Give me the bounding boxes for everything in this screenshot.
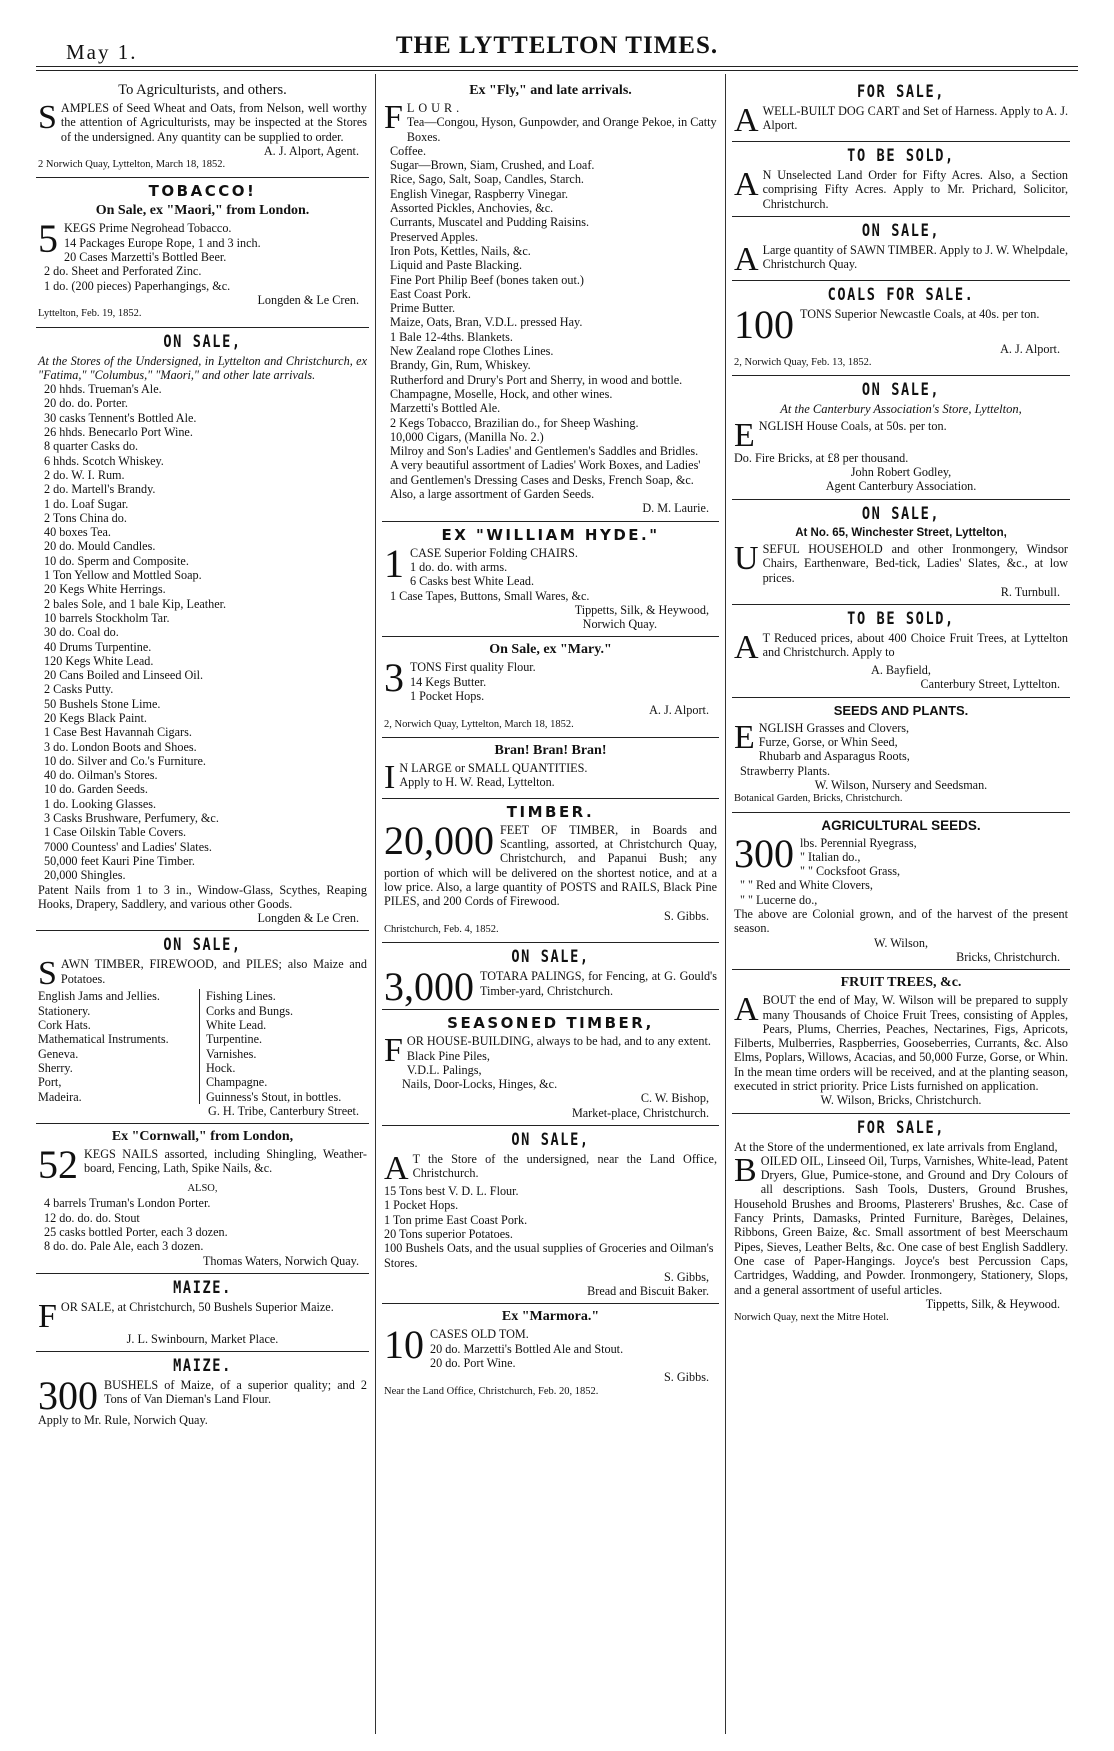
ad-fly — [382, 78, 719, 522]
ad-title: To Agriculturists, and others. — [118, 82, 287, 98]
ad-cornwall — [36, 1124, 369, 1274]
item-line: Fine Port Philip Beef (bones taken out.) — [390, 272, 584, 287]
issue-date: May 1. — [66, 40, 138, 64]
ad-signature: D. M. Laurie. — [642, 501, 709, 516]
item-line: 20,000 Shingles. — [44, 868, 126, 883]
item-line: Turpentine. — [206, 1032, 263, 1047]
ad-signature-address: Bread and Biscuit Baker. — [587, 1284, 709, 1299]
item-line: 3 Casks Brushware, Perfumery, &c. — [44, 811, 219, 826]
ad-body: T the Store of the undersigned, near the Land Office, Christchurch. — [412, 1152, 717, 1181]
ad-first-line: CASE Superior Folding CHAIRS. — [410, 545, 578, 560]
ad-title: ON SALE, — [511, 1130, 590, 1151]
item-line: 6 hhds. Scotch Whiskey. — [44, 453, 164, 468]
ad-oils-brushes — [732, 1114, 1070, 1331]
drop-cap: I — [384, 758, 396, 796]
ad-first-line: KEGS Prime Negrohead Tobacco. — [64, 221, 232, 236]
item-line: Marzetti's Bottled Ale. — [390, 401, 501, 416]
drop-number: 3 — [384, 655, 404, 701]
ad-body: TONS Superior Newcastle Coals, at 40s. per ton. — [800, 306, 1040, 321]
drop-cap: A — [734, 240, 759, 278]
ad-signature: Thomas Waters, Norwich Quay. — [202, 1253, 359, 1268]
item-line: Also, a large assortment of Garden Seeds. — [390, 487, 595, 502]
item-line: 25 casks bottled Porter, each 3 dozen. — [44, 1225, 228, 1239]
drop-cap: S — [38, 955, 57, 993]
drop-cap: A — [734, 991, 759, 1029]
item-line: V.D.L. Palings, — [406, 1062, 482, 1077]
item-line: 2 Kegs Tobacco, Brazilian do., for Sheep Washing. — [390, 415, 639, 430]
ad-signature: J. L. Swinbourn, Market Place. — [126, 1331, 279, 1346]
ad-intro: At the Store of the undermentioned, ex late arrivals from England, — [734, 1139, 1058, 1154]
ad-william-hyde — [382, 522, 719, 638]
item-list — [384, 115, 717, 501]
ad-body: The above are Colonial grown, and of the harvest of the present season. — [734, 907, 1068, 936]
drop-number: 300 — [734, 830, 794, 876]
also-label: ALSO, — [187, 1183, 218, 1195]
item-line: 1 Ton Yellow and Mottled Soap. — [44, 568, 202, 583]
ad-fruit-trees-wilson — [732, 970, 1070, 1113]
item-line: Champagne, Moselle, Hock, and other wines. — [390, 386, 613, 401]
item-line: 1 Case Oilskin Table Covers. — [44, 825, 187, 840]
ad-signature-address: Norwich Quay. — [582, 617, 657, 632]
item-line: 40 boxes Tea. — [44, 525, 111, 540]
item-line: 6 Casks best White Lead. — [410, 574, 534, 589]
ad-agriculturists — [36, 78, 369, 178]
item-line: 1 Case Best Havannah Cigars. — [44, 725, 192, 740]
two-column-list — [38, 989, 367, 1103]
column-1 — [36, 78, 369, 1432]
item-line: Rhubarb and Asparagus Roots, — [758, 749, 910, 764]
drop-number: 3,000 — [384, 964, 474, 1010]
ad-title: TOBACCO! — [148, 182, 257, 201]
ad-body: BUSHELS of Maize, of a superior quality; and 2 Tons of Van Dieman's Land Flour. — [104, 1378, 367, 1407]
ad-body: SEFUL HOUSEHOLD and other Ironmongery, Windsor Chairs, Earthenware, Bed-tick, Ladies' Slates, &c., at low prices. — [762, 541, 1068, 585]
ad-body: Large quantity of SAWN TIMBER. Apply to J. W. Whelpdale, Christchurch Quay. — [762, 242, 1068, 272]
ad-bran — [382, 738, 719, 799]
item-line: 26 hhds. Benecarlo Port Wine. — [44, 425, 193, 440]
item-line: Fishing Lines. — [206, 989, 276, 1004]
ad-body: BOUT the end of May, W. Wilson will be prepared to supply many Thousands of Choice Fruit Trees, consisting of Apples, Pears, Plums, Cherries, Peaches, Nectarines, Figs, Apricots, Filberts, Mulberries, Raspberries, Gooseberries, Currants, &c. Also Elms, Poplars, Willows, Acacias, and 50,000 Furze, Gorse, or Whin. In the mean time orders will be received, and at the planting season, executed in strict priority. Price Lists furnished on application. — [734, 993, 1068, 1093]
ad-coals — [732, 281, 1070, 377]
drop-number: 300 — [38, 1373, 98, 1419]
column-divider-1 — [375, 74, 376, 1734]
masthead — [40, 12, 1074, 64]
ad-signature: Longden & Le Cren. — [257, 292, 359, 307]
item-line: " " Cocksfoot Grass, — [800, 864, 900, 879]
item-line: 50 Bushels Stone Lime. — [44, 696, 161, 711]
item-line: 2 do. Martell's Brandy. — [44, 482, 156, 497]
ad-title: FOR SALE, — [856, 82, 946, 102]
ad-agricultural-seeds — [732, 813, 1070, 971]
drop-cap: E — [734, 416, 755, 454]
item-line: Coffee. — [390, 143, 426, 158]
item-line: 3 do. London Boots and Shoes. — [44, 739, 197, 754]
column-2 — [382, 78, 719, 1404]
item-line: Hock. — [206, 1060, 236, 1075]
item-line: Iron Pots, Kettles, Nails, &c. — [390, 243, 531, 258]
ad-date: Christchurch, Feb. 4, 1852. — [384, 923, 499, 935]
item-line: Port, — [38, 1075, 62, 1090]
masthead-rule-2 — [36, 70, 1078, 71]
item-list — [38, 382, 367, 882]
ad-signature-address: Market-place, Christchurch. — [571, 1105, 709, 1120]
ad-body: AMPLES of Seed Wheat and Oats, from Nelson, well worthy the attention of Agriculturists, may be inspected at the Stores of the undersigned. Any quantity can be supplied to order. — [60, 101, 367, 144]
ad-title: TIMBER. — [506, 802, 595, 821]
ad-signature-address: Bricks, Christchurch. — [956, 949, 1060, 964]
item-line: 20 do. do. Porter. — [44, 396, 128, 411]
ad-signature: C. W. Bishop, — [640, 1091, 709, 1106]
column-divider-2 — [725, 74, 726, 1734]
ad-mary — [382, 637, 719, 737]
ad-title: ON SALE, — [861, 380, 941, 401]
list-left — [38, 989, 199, 1103]
ad-useful-household — [732, 500, 1070, 605]
ad-title: TO BE SOLD, — [847, 609, 955, 630]
ad-signature-title: Agent Canterbury Association. — [825, 479, 977, 494]
item-line: 2 do. W. I. Rum. — [44, 467, 125, 482]
drop-number: 100 — [734, 301, 794, 347]
ad-dog-cart — [732, 78, 1070, 142]
ad-signature: S. Gibbs. — [663, 908, 709, 923]
ad-seasoned-timber — [382, 1010, 719, 1126]
newspaper-title: THE LYTTELTON TIMES. — [395, 32, 719, 59]
item-line: 2 Tons China do. — [44, 510, 127, 525]
ad-signature: S. Gibbs, — [663, 1269, 709, 1284]
drop-cap: E — [734, 718, 755, 756]
ad-title: ON SALE, — [163, 935, 242, 956]
ad-on-sale-stores — [36, 328, 369, 932]
item-line: 1 Ton prime East Coast Pork. — [384, 1212, 528, 1227]
ad-body: OILED OIL, Linseed Oil, Turps, Varnishes, White-lead, Patent Dryers, Glue, Pumice-stone, and Ground and Dry Colours of all descriptions. Sash Tools, Dusters, Ground Brushes, Household Brushes and Brooms, Plasterers' Brushes, &c. Case of Fancy Prints, Damasks, Printed Furniture, Barèges, Delaines, Ribbons, Green Baize, &c. Small assortment of best Meerschaum Pipes, Sieves, Leather Belts, &c. One case of best English Saddlery. One case of Paper-Hangings. Joyce's best Percussion Caps, Cartridges, Wadding, and Powder. Ironmongery, Stationery, Slops, and a general assortment of useful articles. — [734, 1153, 1068, 1297]
item-line: 1 do. (200 pieces) Paperhangings, &c. — [44, 278, 231, 293]
ad-title: FRUIT TREES, &c. — [840, 975, 962, 991]
item-line: 20 do. Port Wine. — [430, 1356, 516, 1370]
ad-first-line: TONS First quality Flour. — [410, 660, 536, 675]
ad-signature: Longden & Le Cren. — [257, 911, 359, 926]
item-line: 4 barrels Truman's London Porter. — [44, 1196, 211, 1211]
item-line: 14 Packages Europe Rope, 1 and 3 inch. — [64, 235, 261, 250]
column-3 — [732, 78, 1070, 1330]
ad-first-line: NGLISH Grasses and Clovers, — [758, 720, 910, 735]
drop-number: 1 — [384, 540, 404, 586]
ad-title: COALS FOR SALE. — [827, 284, 975, 305]
item-line: 10 do. Sperm and Composite. — [44, 553, 189, 568]
item-line: Varnishes. — [206, 1046, 257, 1061]
item-line: 1 Case Tapes, Buttons, Small Wares, &c. — [390, 588, 590, 603]
item-line: 30 do. Coal do. — [44, 625, 119, 640]
item-line: 1 Pocket Hops. — [410, 688, 485, 703]
ad-signature: W. Wilson, Bricks, Christchurch. — [820, 1093, 982, 1108]
item-line: New Zealand rope Clothes Lines. — [390, 344, 554, 359]
item-line: Currants, Muscatel and Pudding Raisins. — [390, 215, 590, 230]
ad-body: FEET OF TIMBER, in Boards and Scantling, assorted, at Christchurch Quay, Christchurch, and Papanui Bush; any portion of which will be delivered on the shortest notice, and at a low price. Also, a large quantity of POSTS and RAILS, Black Pine PILES, and 200 Cords of Firewood. — [384, 822, 717, 909]
item-line: 1 do. Looking Glasses. — [44, 796, 157, 811]
ad-signature: A. J. Alport. — [1000, 341, 1060, 356]
item-line: 40 do. Oilman's Stores. — [44, 768, 158, 783]
ad-on-sale-land-office — [382, 1126, 719, 1304]
item-line: Champagne. — [206, 1075, 268, 1090]
item-line: 20 Tons superior Potatoes. — [384, 1226, 513, 1241]
ad-tobacco — [36, 178, 369, 327]
ad-title: SEEDS AND PLANTS. — [833, 702, 969, 718]
ad-title: MAIZE. — [173, 1356, 232, 1377]
item-line: Guinness's Stout, in bottles. — [206, 1089, 342, 1104]
item-line: Prime Butter. — [390, 301, 455, 316]
item-line: 8 do. do. Pale Ale, each 3 dozen. — [44, 1239, 204, 1254]
ad-intro: At the Stores of the Undersigned, in Lyttelton and Christchurch, ex "Fatima," "Columbus," "Maori," and other late arrivals. — [38, 353, 367, 382]
ad-sawn-timber — [36, 931, 369, 1124]
ad-title: Ex "Fly," and late arrivals. — [469, 83, 632, 98]
item-line: 15 Tons best V. D. L. Flour. — [384, 1184, 519, 1199]
drop-cap: B — [734, 1151, 757, 1189]
drop-cap: U — [734, 539, 759, 577]
item-line: Preserved Apples. — [390, 229, 479, 244]
ad-signature: W. Wilson, Nursery and Seedsman. — [814, 777, 988, 792]
item-line: 20 Cans Boiled and Linseed Oil. — [44, 668, 204, 683]
ad-palings — [382, 943, 719, 1010]
ad-first-line: CASES OLD TOM. — [430, 1327, 529, 1342]
ad-address: 2, Norwich Quay, Feb. 13, 1852. — [734, 357, 872, 369]
item-line: 1 Pocket Hops. — [384, 1198, 459, 1213]
item-line: " Italian do., — [800, 849, 861, 864]
ad-body: Patent Nails from 1 to 3 in., Window-Glass, Scythes, Reaping Hooks, Drapery, Saddlery, and various other Goods. — [38, 882, 367, 911]
ad-signature: A. J. Alport, Agent. — [263, 143, 359, 158]
drop-number: 10 — [384, 1322, 424, 1368]
ad-signature: S. Gibbs. — [663, 1370, 709, 1385]
ad-sawn-timber-whelpdale — [732, 217, 1070, 281]
ad-seeds-plants — [732, 698, 1070, 813]
ad-signature: W. Wilson, — [873, 935, 929, 950]
item-line: Sherry. — [38, 1060, 73, 1075]
ad-title: MAIZE. — [173, 1277, 232, 1298]
ad-subtitle: At No. 65, Winchester Street, Lyttelton, — [795, 526, 1007, 539]
item-line: Furze, Gorse, or Whin Seed, — [758, 735, 898, 750]
item-line: English Jams and Jellies. — [38, 989, 160, 1004]
item-line: 20 Cases Marzetti's Bottled Beer. — [64, 250, 227, 265]
ad-title: FOR SALE, — [856, 1117, 946, 1138]
item-line: Rutherford and Drury's Port and Sherry, in wood and bottle. — [390, 372, 683, 387]
ad-address: 2, Norwich Quay, Lyttelton, March 18, 1852. — [384, 718, 574, 730]
ad-body: WELL-BUILT DOG CART and Set of Harness. Apply to A. J. Alport. — [762, 104, 1068, 133]
item-line: Madeira. — [38, 1089, 82, 1104]
item-line: Strawberry Plants. — [740, 763, 831, 778]
item-line: Assorted Pickles, Anchovies, &c. — [390, 201, 554, 216]
item-line: Tea—Congou, Hyson, Gunpowder, and Orange Pekoe, in Catty Boxes. — [406, 115, 717, 144]
item-line: 10 barrels Stockholm Tar. — [44, 610, 170, 625]
ad-title: ON SALE, — [511, 947, 590, 968]
ad-signature-address: Canterbury Street, Lyttelton. — [920, 677, 1060, 692]
ad-title: On Sale, ex "Mary." — [489, 642, 612, 658]
ad-subtitle: At the Canterbury Association's Store, Lyttelton, — [780, 402, 1022, 417]
drop-number: 20,000 — [384, 817, 494, 863]
ad-subline: Apply to H. W. Read, Lyttelton. — [399, 775, 555, 790]
drop-cap: A — [384, 1150, 409, 1188]
ad-body: OR HOUSE-BUILDING, always to be had, and to any extent. — [406, 1034, 711, 1049]
item-line: 20 Kegs Black Paint. — [44, 710, 147, 725]
item-line: 50,000 feet Kauri Pine Timber. — [44, 853, 195, 868]
drop-cap: A — [734, 166, 759, 203]
ad-signature: Tippetts, Silk, & Heywood, — [574, 602, 709, 617]
ad-first-line: lbs. Perennial Ryegrass, — [800, 835, 917, 850]
item-line: 10 do. Garden Seeds. — [44, 782, 148, 797]
item-line: Milroy and Son's Ladies' and Gentlemen's Saddles and Bridles. — [390, 444, 699, 459]
ad-tail: Apply to Mr. Rule, Norwich Quay. — [38, 1413, 208, 1428]
ad-signature: G. H. Tribe, Canterbury Street. — [208, 1103, 359, 1118]
item-line: 12 do. do. do. Stout — [44, 1210, 140, 1225]
item-line: " " Red and White Clovers, — [740, 878, 873, 893]
item-line: Rice, Sago, Salt, Soap, Candles, Starch. — [390, 172, 584, 187]
item-line: Stationery. — [38, 1003, 91, 1018]
item-line: 120 Kegs White Lead. — [44, 653, 154, 668]
item-line: 2 bales Sole, and 1 bale Kip, Leather. — [44, 596, 227, 611]
drop-cap: S — [38, 99, 57, 136]
item-line: 20 hhds. Trueman's Ale. — [44, 382, 162, 397]
ad-signature: A. J. Alport. — [649, 703, 709, 718]
ad-body: T Reduced prices, about 400 Choice Fruit Trees, at Lyttelton and Christchurch. Apply to — [762, 631, 1068, 660]
ad-title: TO BE SOLD, — [847, 146, 955, 166]
ad-title: EX "WILLIAM HYDE." — [441, 525, 660, 544]
ad-title: ON SALE, — [861, 503, 941, 524]
item-line: Mathematical Instruments. — [38, 1032, 169, 1047]
item-line: 20 do. Mould Candles. — [44, 539, 156, 554]
ad-title: Ex "Cornwall," from London, — [111, 1129, 294, 1145]
item-line: 2 Casks Putty. — [44, 682, 114, 697]
ad-address: Near the Land Office, Christchurch, Feb. 20, 1852. — [384, 1385, 599, 1397]
ad-signature: Tippetts, Silk, & Heywood. — [925, 1296, 1060, 1311]
item-line: Maize, Oats, Bran, V.D.L. pressed Hay. — [390, 315, 583, 330]
item-line: 14 Kegs Butter. — [410, 674, 487, 689]
item-line: 7000 Countess' and Ladies' Slates. — [44, 839, 212, 854]
ad-date: Lyttelton, Feb. 19, 1852. — [38, 308, 142, 320]
ad-first-line: LOUR. — [406, 101, 464, 115]
drop-cap: F — [38, 1297, 57, 1335]
drop-number: 5 — [38, 216, 58, 262]
item-line: 2 do. Sheet and Perforated Zinc. — [44, 264, 202, 279]
drop-cap: F — [384, 99, 403, 136]
drop-number: 52 — [38, 1142, 78, 1188]
item-line: Geneva. — [38, 1046, 79, 1061]
item-line: Black Pine Piles, — [406, 1048, 490, 1063]
item-line: 40 Drums Turpentine. — [44, 639, 152, 654]
item-line: Nails, Door-Locks, Hinges, &c. — [402, 1077, 558, 1092]
item-line: 1 do. do. with arms. — [410, 559, 508, 574]
item-line: 1 do. Loaf Sugar. — [44, 496, 129, 511]
ad-title: ON SALE, — [861, 220, 941, 241]
ad-body: KEGS NAILS assorted, including Shingling, Weather-board, Fencing, Lath, Spike Nails, &c. — [84, 1147, 367, 1176]
ad-body: NGLISH House Coals, at 50s. per ton. — [758, 418, 947, 433]
item-line: 20 Kegs White Herrings. — [44, 582, 166, 597]
ad-timber — [382, 799, 719, 943]
item-line: 10 do. Silver and Co.'s Furniture. — [44, 753, 206, 768]
ad-title: SEASONED TIMBER, — [447, 1014, 654, 1033]
ad-body: N LARGE or SMALL QUANTITIES. — [399, 760, 588, 775]
drop-cap: F — [384, 1032, 403, 1070]
drop-cap: A — [734, 102, 759, 139]
item-line: 10,000 Cigars, (Manilla No. 2.) — [390, 429, 544, 444]
item-line: " " Lucerne do., — [740, 892, 818, 907]
masthead-rule — [36, 66, 1078, 67]
ad-title: Bran! Bran! Bran! — [494, 742, 607, 758]
item-line: Sugar—Brown, Siam, Crushed, and Loaf. — [390, 158, 595, 173]
ad-marmora — [382, 1304, 719, 1403]
ad-title: Ex "Marmora." — [501, 1309, 600, 1325]
ad-line: Do. Fire Bricks, at £8 per thousand. — [734, 450, 909, 465]
ad-signature: R. Turnbull. — [1000, 584, 1060, 599]
ad-address: Botanical Garden, Bricks, Christchurch. — [734, 793, 903, 805]
item-line: English Vinegar, Raspberry Vinegar. — [390, 186, 569, 201]
ad-title: ON SALE, — [163, 331, 242, 352]
item-line: 20 do. Marzetti's Bottled Ale and Stout. — [430, 1341, 624, 1356]
ad-signature: A. Bayfield, — [871, 663, 931, 678]
item-line: A very beautiful assortment of Ladies' Work Boxes, and Ladies' and Gentlemen's Dressing Cases and Desks, French Soap, &c. — [390, 458, 701, 487]
item-line: 1 Bale 12-4ths. Blankets. — [390, 329, 513, 344]
item-line: Cork Hats. — [38, 1018, 91, 1033]
list-right — [199, 989, 367, 1103]
ad-land-order — [732, 142, 1070, 217]
ad-body: OR SALE, at Christchurch, 50 Bushels Superior Maize. — [60, 1299, 334, 1314]
ad-signature: John Robert Godley, — [850, 465, 952, 480]
ad-subtitle: On Sale, ex "Maori," from London. — [95, 203, 310, 219]
item-line: East Coast Pork. — [390, 286, 471, 301]
item-line: 100 Bushels Oats, and the usual supplies of Groceries and Oilman's Stores. — [384, 1241, 714, 1270]
item-line: 30 casks Tennent's Bottled Ale. — [44, 410, 197, 425]
ad-address: 2 Norwich Quay, Lyttelton, March 18, 1852. — [38, 159, 226, 171]
item-line: Liquid and Paste Blacking. — [390, 258, 523, 273]
ad-english-coals — [732, 376, 1070, 499]
ad-maize-2 — [36, 1352, 369, 1432]
item-line: 8 quarter Casks do. — [44, 439, 139, 454]
ad-body: TOTARA PALINGS, for Fencing, at G. Gould's Timber-yard, Christchurch. — [480, 969, 717, 998]
ad-title: AGRICULTURAL SEEDS. — [821, 817, 981, 833]
ad-body: N Unselected Land Order for Fifty Acres. Also, a Section comprising Fifty Acres. Apply to Mr. Prichard, Solicitor, Christchurch. — [762, 168, 1068, 211]
ad-body: AWN TIMBER, FIREWOOD, and PILES; also Maize and Potatoes. — [60, 957, 367, 986]
ad-fruit-trees-bayfield — [732, 605, 1070, 698]
item-line: Brandy, Gin, Rum, Whiskey. — [390, 358, 531, 373]
drop-cap: A — [734, 629, 759, 667]
ad-maize-1 — [36, 1274, 369, 1352]
item-line: Corks and Bungs. — [206, 1003, 294, 1018]
ad-address: Norwich Quay, next the Mitre Hotel. — [734, 1312, 889, 1324]
item-line: White Lead. — [206, 1018, 267, 1033]
